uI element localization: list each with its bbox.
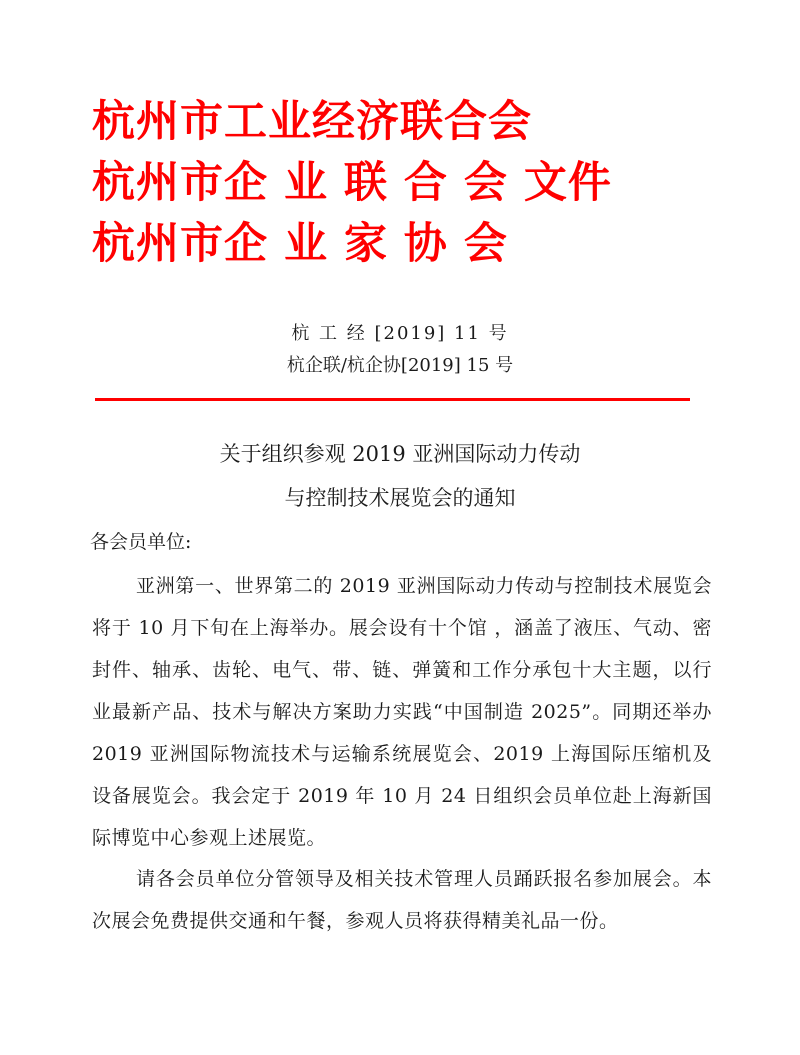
- notice-title-line-1: 关于组织参观 2019 亚洲国际动力传动: [219, 442, 581, 466]
- body-paragraph-1: 亚洲第一、世界第二的 2019 亚洲国际动力传动与控制技术展览会将于 10 月下旬在上海举办。展会设有十个馆 ，涵盖了液压、气动、密封件、轴承、齿轮、电气、带、链、弹簧和工作分承包十大主题，以行业最新产品、技术与解决方案助力实践“中国制造 2025”。同期还举办 2019 亚洲国际物流技术与运输系统展览会、2019 上海国际压缩机及设备展览会。我会定于 2019 年 10 月 24 日组织会员单位赴上海新国际博览中心参观上述展览。: [92, 575, 712, 849]
- red-divider-rule: [95, 398, 690, 401]
- document-numbers: [0, 318, 800, 382]
- letterhead: [92, 92, 732, 275]
- body-paragraph-2: 请各会员单位分管领导及相关技术管理人员踊跃报名参加展会。本次展会免费提供交通和午餐，参观人员将获得精美礼品一份。: [92, 868, 712, 932]
- letterhead-line-1: 杭州市工业经济联合会: [92, 97, 532, 147]
- notice-title-line-2: 与控制技术展览会的通知: [284, 486, 516, 510]
- salutation: 各会员单位:: [90, 531, 192, 553]
- document-number-2: 杭企联/杭企协[2019] 15 号: [286, 355, 514, 376]
- letterhead-line-3: 杭州市企 业 家 协 会: [92, 219, 508, 269]
- notice-title: [0, 432, 800, 520]
- document-number-1: 杭 工 经 [2019] 11 号: [291, 323, 509, 344]
- letterhead-line-2: 杭州市企 业 联 合 会 文件: [92, 158, 612, 208]
